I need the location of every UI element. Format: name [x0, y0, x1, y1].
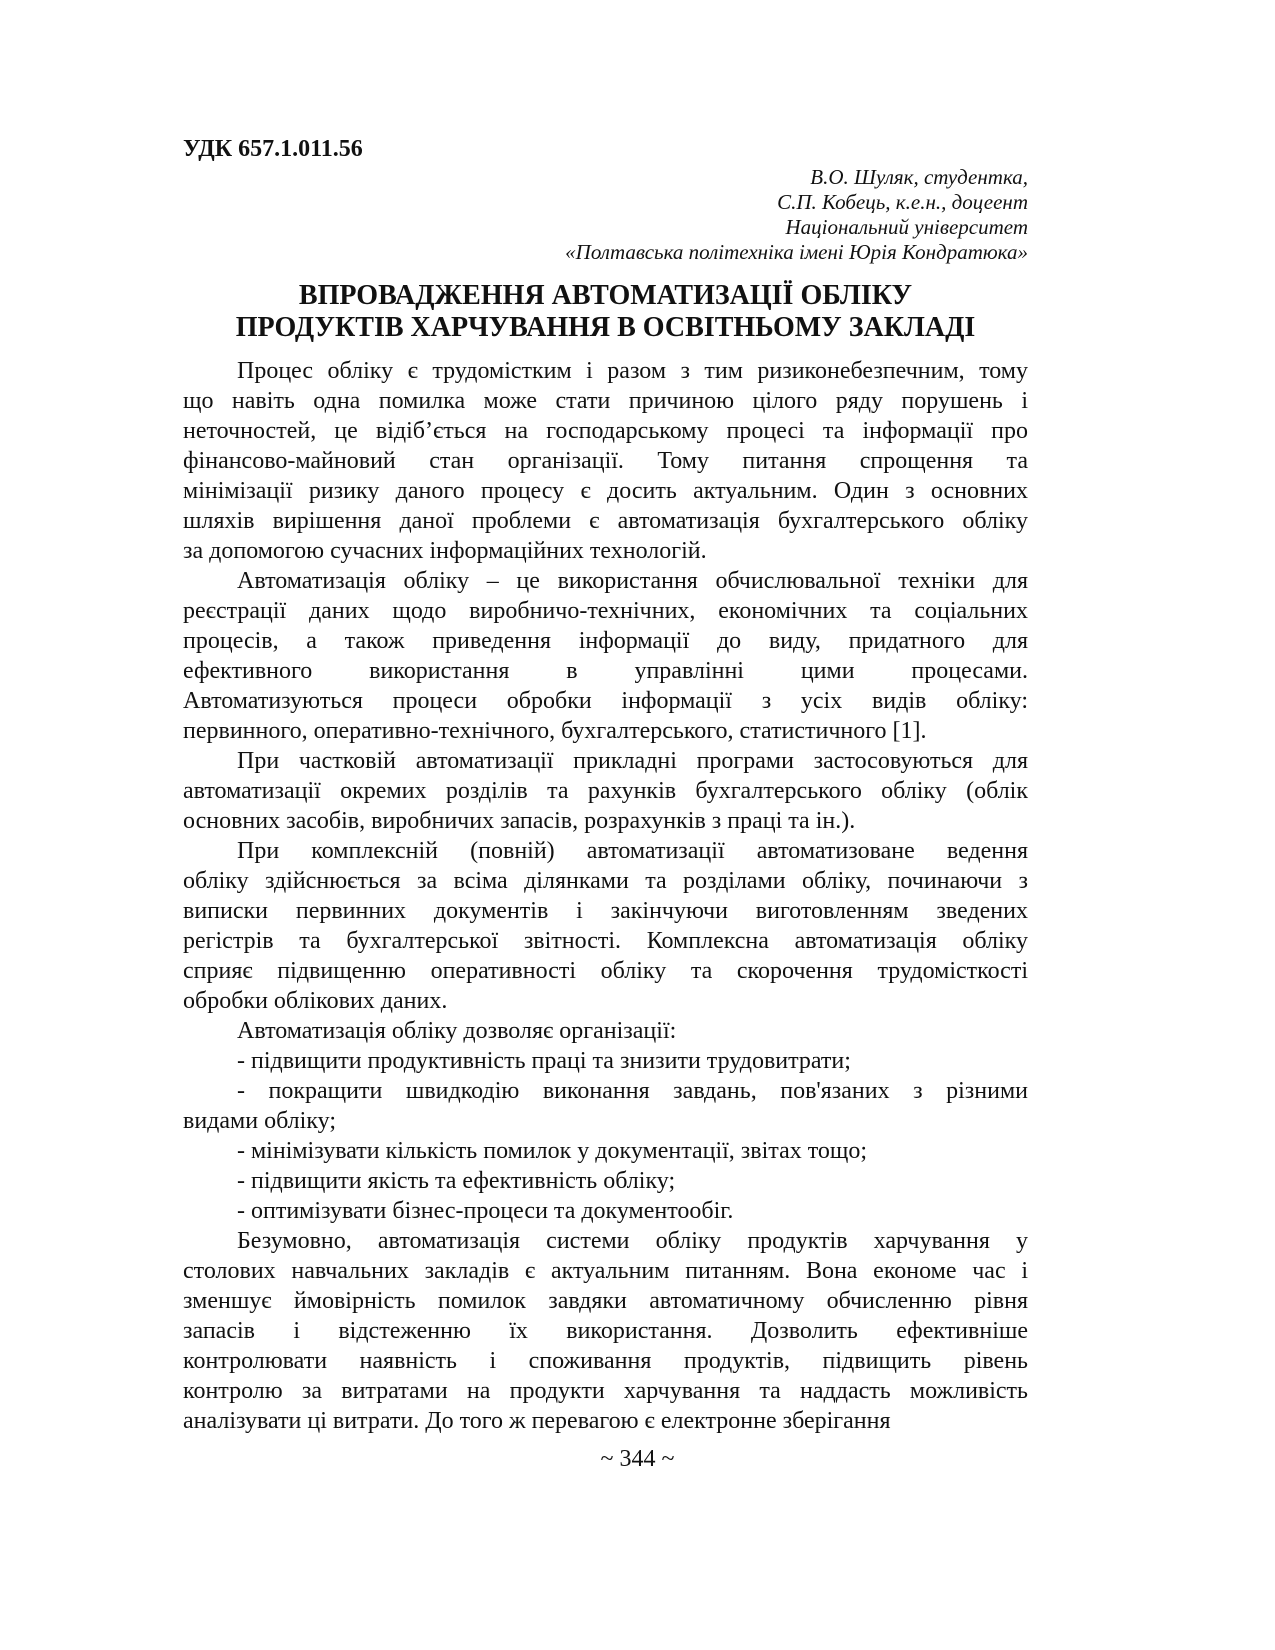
text-line: фінансово-майновий стан організації. Тому питання спрощення та — [183, 448, 1028, 474]
authors-block — [565, 165, 1028, 265]
text-line: реєстрації даних щодо виробничо-технічних, економічних та соціальних — [183, 598, 1028, 624]
text-line: неточностей, це відіб’ється на господарському процесі та інформації про — [183, 418, 1028, 444]
text-line: При частковій автоматизації прикладні програми застосовуються для — [237, 748, 1028, 774]
paragraph — [183, 1166, 1028, 1196]
paragraph — [183, 356, 1028, 566]
affiliation-name: «Полтавська політехніка імені Юрія Кондратюка» — [565, 240, 1028, 264]
text-line: - підвищити якість та ефективність обліку; — [237, 1168, 676, 1194]
text-line: столових навчальних закладів є актуальним питанням. Вона економе час і — [183, 1258, 1028, 1284]
paragraph — [183, 1076, 1028, 1136]
text-line: за допомогою сучасних інформаційних технологій. — [183, 538, 707, 564]
text-line: - мінімізувати кількість помилок у документації, звітах тощо; — [237, 1138, 868, 1164]
text-line: Процес обліку є трудомістким і разом з тим ризиконебезпечним, тому — [237, 358, 1028, 384]
paragraph — [183, 1196, 1028, 1226]
article-body — [183, 356, 1028, 1436]
text-line: ефективного використання в управлінні цими процесами. — [183, 658, 1028, 684]
text-line: - оптимізувати бізнес-процеси та документообіг. — [237, 1198, 734, 1224]
text-line: сприяє підвищенню оперативності обліку та скорочення трудомісткості — [183, 958, 1028, 984]
paragraph — [183, 566, 1028, 746]
text-line: Безумовно, автоматизація системи обліку продуктів харчування у — [237, 1228, 1028, 1254]
text-line: - покращити швидкодію виконання завдань, пов'язаних з різними — [237, 1078, 1028, 1104]
text-line: шляхів вирішення даної проблеми є автоматизація бухгалтерського обліку — [183, 508, 1028, 534]
text-line: обліку здійснюється за всіма ділянками та розділами обліку, починаючи з — [183, 868, 1028, 894]
paragraph — [183, 1046, 1028, 1076]
paragraph — [183, 1016, 1028, 1046]
text-line: регістрів та бухгалтерської звітності. Комплексна автоматизація обліку — [183, 928, 1028, 954]
paragraph — [183, 1226, 1028, 1436]
text-line: Автоматизація обліку дозволяє організації: — [237, 1018, 677, 1044]
author-2: С.П. Кобець, к.е.н., доцеент — [777, 190, 1028, 214]
text-line: що навіть одна помилка може стати причиною цілого ряду порушень і — [183, 388, 1028, 414]
text-line: процесів, а також приведення інформації до виду, придатного для — [183, 628, 1028, 654]
text-line: видами обліку; — [183, 1108, 336, 1134]
paragraph — [183, 836, 1028, 1016]
text-line: контролю за витратами на продукти харчування та наддасть можливість — [183, 1378, 1028, 1404]
article-title — [183, 280, 1028, 344]
page-number: ~ 344 ~ — [600, 1446, 675, 1472]
text-line: зменшує ймовірність помилок завдяки автоматичному обчисленню рівня — [183, 1288, 1028, 1314]
text-line: Автоматизуються процеси обробки інформації з усіх видів обліку: — [183, 688, 1028, 714]
title-line-2: ПРОДУКТІВ ХАРЧУВАННЯ В ОСВІТНЬОМУ ЗАКЛАДІ — [235, 312, 976, 343]
text-line: обробки облікових даних. — [183, 988, 448, 1014]
text-line: первинного, оперативно-технічного, бухгалтерського, статистичного [1]. — [183, 718, 927, 744]
author-1: В.О. Шуляк, студентка, — [810, 165, 1028, 189]
text-line: мінімізації ризику даного процесу є досить актуальним. Один з основних — [183, 478, 1028, 504]
text-line: виписки первинних документів і закінчуючи виготовленням зведених — [183, 898, 1028, 924]
paragraph — [183, 1136, 1028, 1166]
text-line: Автоматизація обліку – це використання обчислювальної техніки для — [237, 568, 1028, 594]
text-line: запасів і відстеженню їх використання. Дозволить ефективніше — [183, 1318, 1028, 1344]
text-line: контролювати наявність і споживання продуктів, підвищить рівень — [183, 1348, 1028, 1374]
text-line: аналізувати ці витрати. До того ж перевагою є електронне зберігання — [183, 1408, 891, 1434]
text-line: автоматизації окремих розділів та рахунків бухгалтерського обліку (облік — [183, 778, 1028, 804]
text-line: При комплексній (повній) автоматизації автоматизоване ведення — [237, 838, 1028, 864]
text-line: - підвищити продуктивність праці та знизити трудовитрати; — [237, 1048, 851, 1074]
paragraph — [183, 746, 1028, 836]
text-line: основних засобів, виробничих запасів, розрахунків з праці та ін.). — [183, 808, 856, 834]
affiliation: Національний університет — [785, 215, 1028, 239]
title-line-1: ВПРОВАДЖЕННЯ АВТОМАТИЗАЦІЇ ОБЛІКУ — [298, 280, 913, 311]
udc-code: УДК 657.1.011.56 — [183, 136, 363, 162]
